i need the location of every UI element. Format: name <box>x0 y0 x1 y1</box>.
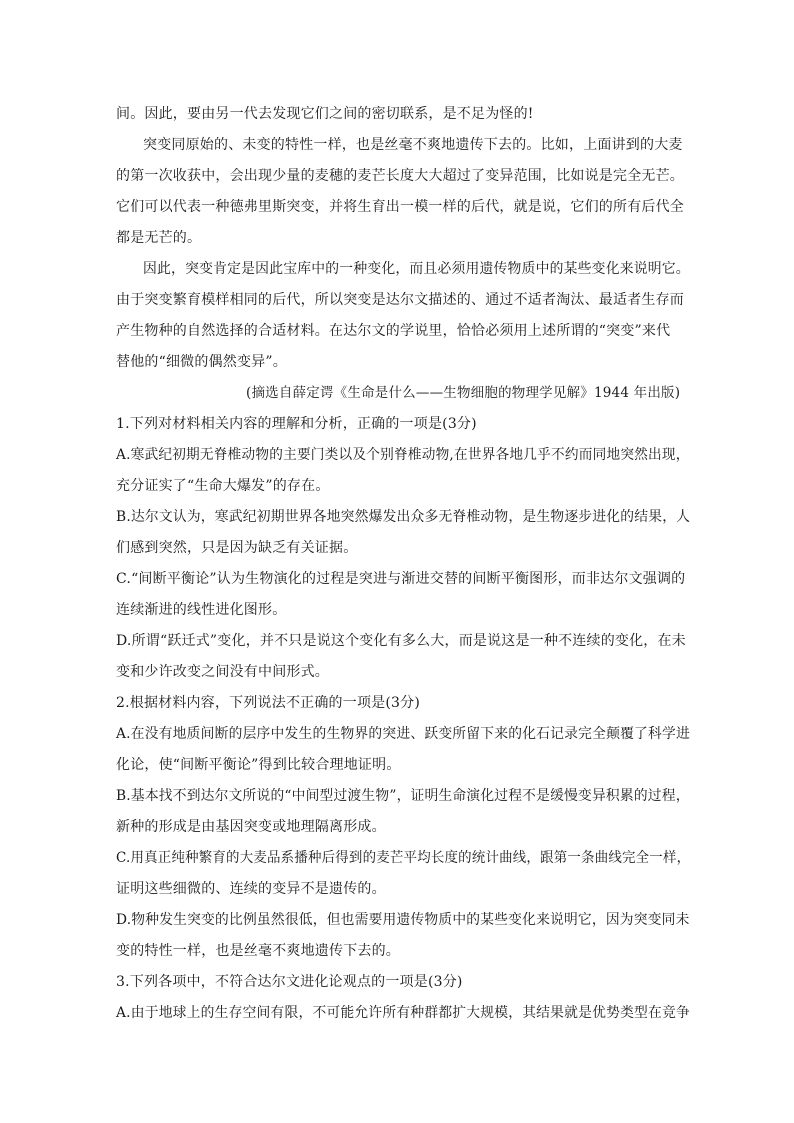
text-line: 证明这些细微的、连续的变异不是遗传的。 <box>116 881 386 897</box>
question-3-stem: 3.下列各项中，不符合达尔文进化论观点的一项是(3分) <box>116 974 463 990</box>
text-line: 变和少许改变之间没有中间形式。 <box>116 664 329 680</box>
text-line: 由于突变繁育模样相同的后代，所以突变是达尔文描述的、通过不适者淘汰、最适者生存而 <box>116 292 684 308</box>
question-1-option-a: A.寒武纪初期无脊椎动物的主要门类以及个别脊椎动物,在世界各地几乎不约而同地突然出现， <box>116 447 690 463</box>
text-line: 们感到突然，只是因为缺乏有关证据。 <box>116 540 358 556</box>
text-line: 产生物种的自然选择的合适材料。在达尔文的学说里，恰恰必须用上述所谓的“突变”来代 <box>116 323 671 339</box>
text-line: 替他的“细微的偶然变异”。 <box>116 354 287 370</box>
text-line: 化论，使“间断平衡论”得到比较合理地证明。 <box>116 757 401 773</box>
question-2-option-a: A.在没有地质间断的层序中发生的生物界的突进、跃变所留下来的化石记录完全颠覆了科学进 <box>116 726 690 742</box>
text-line: 它们可以代表一种德弗里斯突变，并将生育出一模一样的后代，就是说，它们的所有后代全 <box>116 199 684 215</box>
text-line: 变的特性一样，也是丝毫不爽地遗传下去的。 <box>116 943 400 959</box>
text-line: 连续渐进的线性进化图形。 <box>116 602 287 618</box>
question-2-option-d: D.物种发生突变的比例虽然很低，但也需要用遗传物质中的某些变化来说明它，因为突变同未 <box>116 912 690 928</box>
question-1-option-c: C.“间断平衡论”认为生物演化的过程是突进与渐进交替的间断平衡图形，而非达尔文强调的 <box>116 571 686 587</box>
text-line: 间。因此，要由另一代去发现它们之间的密切联系，是不足为怪的! <box>116 106 534 122</box>
question-2-stem: 2.根据材料内容，下列说法不正确的一项是(3分) <box>116 695 420 711</box>
text-line: 的第一次收获中，会出现少量的麦穗的麦芒长度大大超过了变异范围，比如说是完全无芒。 <box>116 168 684 184</box>
text-line: 都是无芒的。 <box>116 230 202 246</box>
question-2-option-b: B.基本找不到达尔文所说的“中间型过渡生物”，证明生命演化过程不是缓慢变异积累的过程， <box>116 788 690 804</box>
source-citation: (摘选自薛定谔《生命是什么——生物细胞的物理学见解》1944 年出版) <box>246 385 681 401</box>
text-line: 新种的形成是由基因突变或地理隔离形成。 <box>116 819 386 835</box>
question-1-option-b: B.达尔文认为，寒武纪初期世界各地突然爆发出众多无脊椎动物，是生物逐步进化的结果，人 <box>116 509 691 525</box>
question-3-option-a: A.由于地球上的生存空间有限，不可能允许所有种群都扩大规模，其结果就是优势类型在竞争 <box>116 1005 690 1021</box>
question-1-stem: 1.下列对材料相关内容的理解和分析，正确的一项是(3分) <box>116 416 477 432</box>
question-1-option-d: D.所谓“跃迁式”变化，并不只是说这个变化有多么大，而是说这是一种不连续的变化，在未 <box>116 633 686 649</box>
paragraph-start: 因此，突变肯定是因此宝库中的一种变化，而且必须用遗传物质中的某些变化来说明它。 <box>143 261 690 277</box>
text-line: 充分证实了“生命大爆发”的存在。 <box>116 478 330 494</box>
paragraph-start: 突变同原始的、未变的特性一样，也是丝毫不爽地遗传下去的。比如，上面讲到的大麦 <box>143 137 683 153</box>
question-2-option-c: C.用真正纯种繁育的大麦品系播种后得到的麦芒平均长度的统计曲线，跟第一条曲线完全一样， <box>116 850 691 866</box>
